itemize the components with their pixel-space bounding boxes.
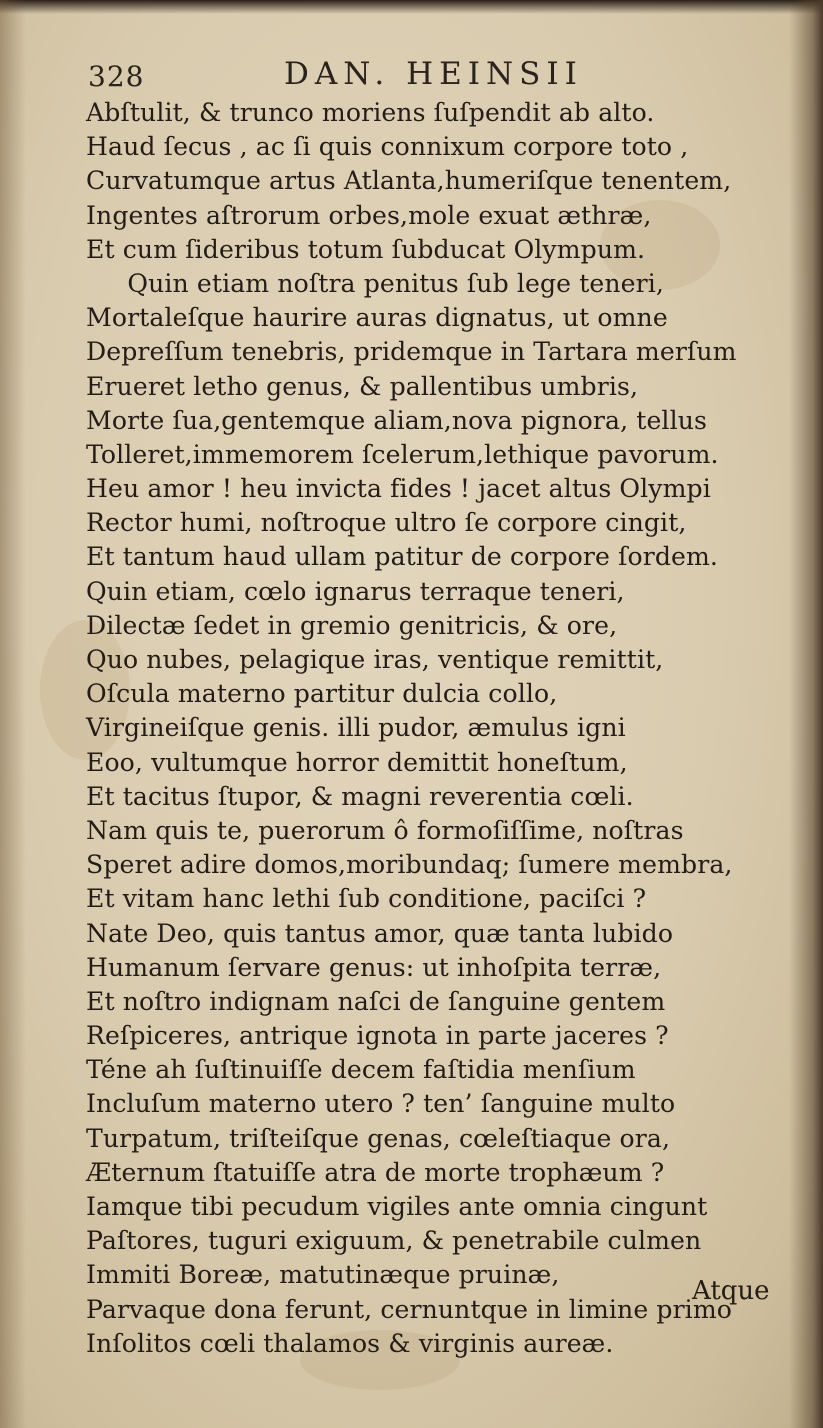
text-line: Quo nubes, pelagique iras, ventique remittit, [86, 645, 664, 675]
text-line: Quin etiam noſtra penitus ſub lege teneri, [127, 268, 664, 299]
page-header [88, 56, 708, 96]
text-line: Humanum ſervare genus: ut inhoſpita terræ, [86, 952, 662, 983]
text-line: Dilectæ ſedet in gremio genitricis, & ore, [86, 610, 618, 641]
text-line: Heu amor ! heu invicta fides ! jacet altus Olympi [86, 474, 711, 505]
text-line: Nam quis te, puerorum ô formoſiſſime, noſtras [86, 815, 684, 846]
text-line: Mortaleſque haurire auras dignatus, ut omne [86, 303, 668, 334]
text-line: Tolleret,immemorem ſcelerum,lethique pavorum. [86, 439, 719, 470]
text-line: Morte ſua,gentemque aliam,nova pignora, tellus [86, 405, 707, 436]
running-head: DAN. HEINSII [284, 56, 583, 92]
page-number: 328 [88, 60, 145, 93]
page-top-shadow [0, 0, 823, 14]
text-line: Curvatumque artus Atlanta,humeriſque tenentem, [86, 166, 732, 197]
text-line: Paſtores, tuguri exiguum, & penetrabile culmen [86, 1226, 702, 1257]
text-line: Iamque tibi pecudum vigiles ante omnia cingunt [86, 1192, 708, 1222]
text-line: Oſcula materno partitur dulcia collo, [86, 679, 558, 710]
text-line: Et tantum haud ullam patitur de corpore ſordem. [86, 542, 719, 573]
text-line: Eoo, vultumque horror demittit honeſtum, [86, 747, 628, 778]
text-line: Parvaque dona ferunt, cernuntque in limine primo [86, 1294, 733, 1325]
text-line: Abſtulit, & trunco moriens ſuſpendit ab alto. [86, 98, 655, 128]
text-line: Incluſum materno utero ? ten’ ſanguine multo [86, 1089, 676, 1120]
text-line: Et vitam hanc lethi ſub conditione, paciſci ? [86, 884, 647, 915]
text-line: Æternum ſtatuiſſe atra de morte trophæum ? [86, 1157, 665, 1188]
text-line: Rector humi, noſtroque ultro ſe corpore cingit, [86, 508, 687, 539]
text-line: Téne ah ſuſtinuiſſe decem faſtidia menſium [86, 1055, 636, 1086]
text-line: Et cum ſideribus totum ſubducat Olympum. [86, 234, 646, 265]
text-line: Et tacitus ſtupor, & magni reverentia cœli. [86, 781, 634, 812]
text-line: Speret adire domos,moribundaq; ſumere membra, [86, 850, 733, 881]
page-gutter-shadow [789, 0, 823, 1428]
text-line: Inſolitos cœli thalamos & virginis aureæ. [86, 1328, 614, 1359]
poem-text [86, 96, 786, 1361]
text-line: Quin etiam, cœlo ignarus terraque teneri, [86, 576, 625, 607]
text-line: Et noſtro indignam naſci de ſanguine gentem [86, 986, 666, 1017]
text-line: Reſpiceres, antrique ignota in parte jaceres ? [86, 1021, 669, 1052]
text-line: Immiti Boreæ, matutinæque pruinæ, [86, 1260, 560, 1291]
text-line: Haud ſecus , ac ſi quis connixum corpore toto , [86, 132, 689, 163]
text-line: Erueret letho genus, & pallentibus umbris, [86, 371, 639, 402]
text-line: Nate Deo, quis tantus amor, quæ tanta lubido [86, 918, 674, 949]
text-line: Ingentes aſtrorum orbes,mole exuat æthræ, [86, 200, 652, 231]
text-line: Virgineiſque genis. illi pudor, æmulus igni [86, 713, 626, 744]
catchword: Atque [692, 1276, 770, 1306]
text-line: Depreſſum tenebris, pridemque in Tartara merſum [86, 337, 737, 368]
text-line: Turpatum, triſteiſque genas, cœleſtiaque ora, [86, 1123, 671, 1154]
page-left-edge [0, 0, 26, 1428]
